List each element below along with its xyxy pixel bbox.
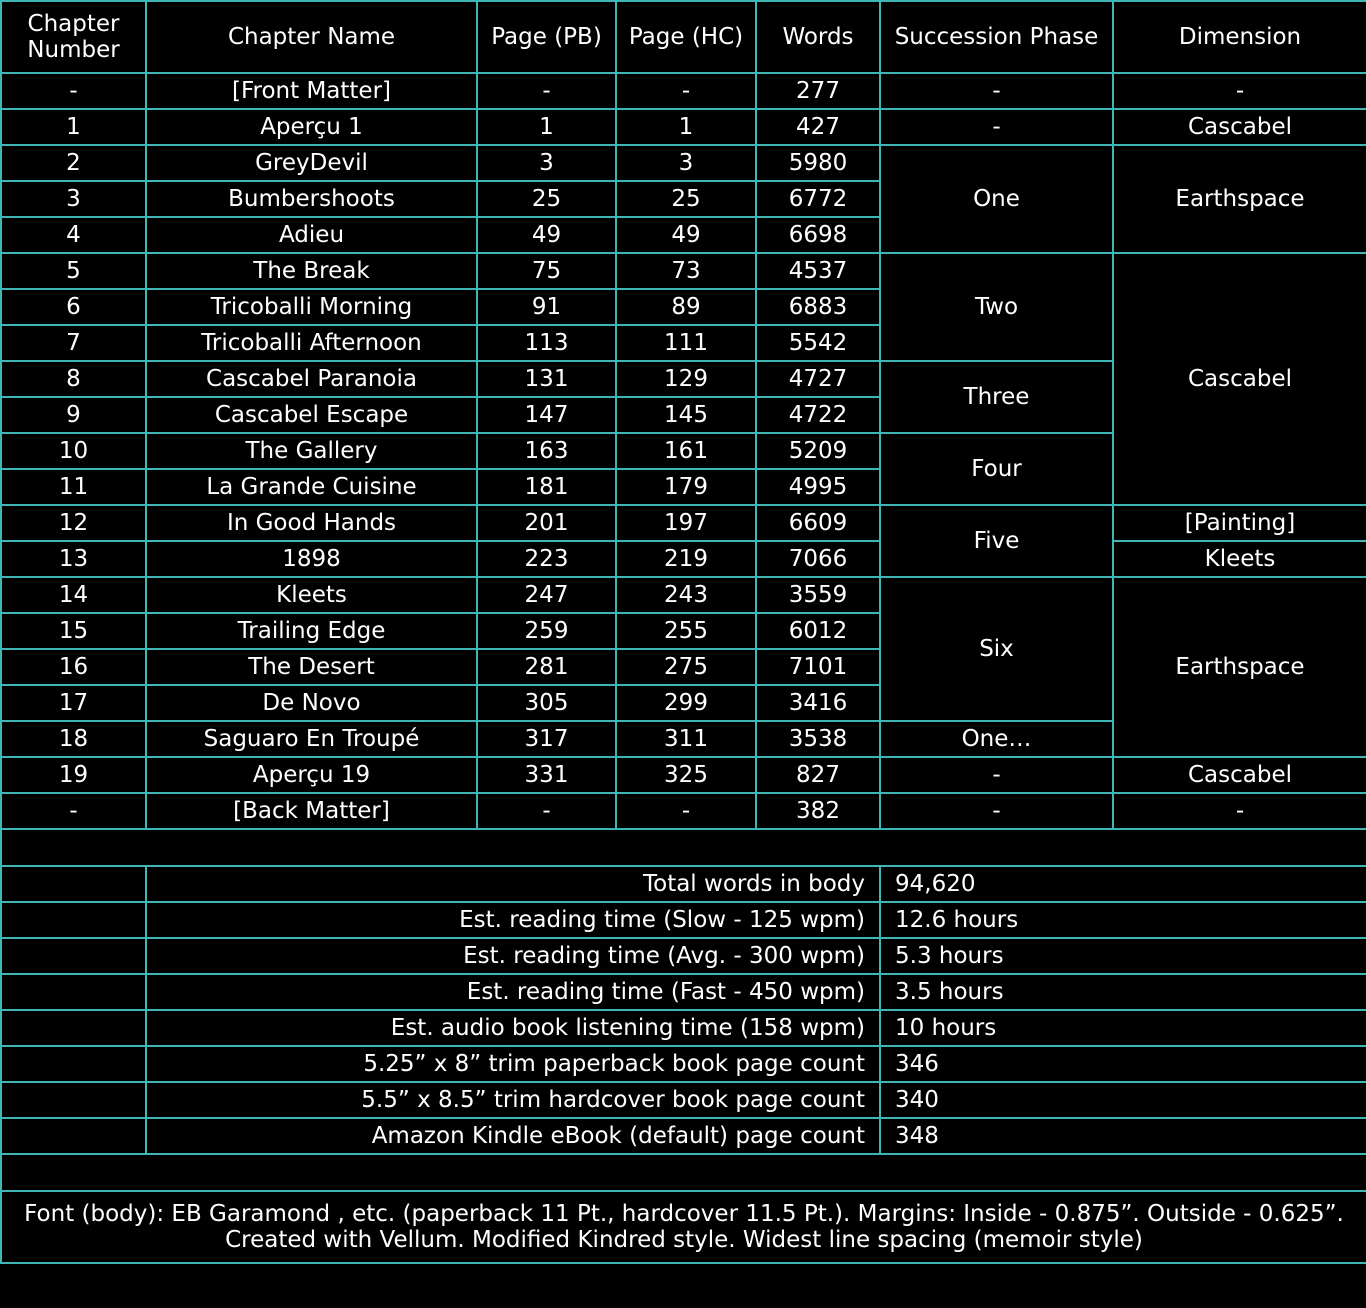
stat-row bbox=[1, 938, 1366, 974]
stat-value: 10 hours bbox=[880, 1010, 1366, 1046]
word-count: 3416 bbox=[756, 685, 880, 721]
word-count: 427 bbox=[756, 109, 880, 145]
word-count: 5980 bbox=[756, 145, 880, 181]
page-pb: 281 bbox=[477, 649, 616, 685]
succession-phase: One… bbox=[880, 721, 1113, 757]
word-count: 7066 bbox=[756, 541, 880, 577]
succession-phase: Five bbox=[880, 505, 1113, 577]
page-hc: 179 bbox=[616, 469, 756, 505]
word-count: 277 bbox=[756, 73, 880, 109]
chapter-number: 18 bbox=[1, 721, 146, 757]
word-count: 6772 bbox=[756, 181, 880, 217]
page-hc: 161 bbox=[616, 433, 756, 469]
chapter-name: Aperçu 1 bbox=[146, 109, 477, 145]
stat-label: Est. reading time (Avg. - 300 wpm) bbox=[146, 938, 880, 974]
page-pb: 223 bbox=[477, 541, 616, 577]
chapter-number: 17 bbox=[1, 685, 146, 721]
chapter-name: 1898 bbox=[146, 541, 477, 577]
chapter-number: 12 bbox=[1, 505, 146, 541]
word-count: 6698 bbox=[756, 217, 880, 253]
chapter-number: 13 bbox=[1, 541, 146, 577]
stat-value: 348 bbox=[880, 1118, 1366, 1154]
footnote: Font (body): EB Garamond , etc. (paperback 11 Pt., hardcover 11.5 Pt.). Margins: Inside - 0.875”. Outside - 0.625”. Created with Vellum. Modified Kindred style. Widest line spacing (memoir style) bbox=[1, 1191, 1366, 1263]
chapter-number: 2 bbox=[1, 145, 146, 181]
table-row bbox=[1, 109, 1366, 145]
header-page-hc: Page (HC) bbox=[616, 1, 756, 73]
succession-phase: One bbox=[880, 145, 1113, 253]
stat-row bbox=[1, 1118, 1366, 1154]
table-row bbox=[1, 757, 1366, 793]
chapter-name: [Front Matter] bbox=[146, 73, 477, 109]
table-row bbox=[1, 505, 1366, 541]
chapter-number: - bbox=[1, 793, 146, 829]
chapter-name: Bumbershoots bbox=[146, 181, 477, 217]
chapter-name: Kleets bbox=[146, 577, 477, 613]
stat-blank bbox=[1, 866, 146, 902]
word-count: 4727 bbox=[756, 361, 880, 397]
succession-phase: - bbox=[880, 793, 1113, 829]
stat-label: Est. audio book listening time (158 wpm) bbox=[146, 1010, 880, 1046]
page-pb: 305 bbox=[477, 685, 616, 721]
word-count: 5542 bbox=[756, 325, 880, 361]
dimension: - bbox=[1113, 73, 1366, 109]
page-pb: 181 bbox=[477, 469, 616, 505]
chapter-name: Adieu bbox=[146, 217, 477, 253]
word-count: 3559 bbox=[756, 577, 880, 613]
stat-blank bbox=[1, 902, 146, 938]
word-count: 5209 bbox=[756, 433, 880, 469]
page-hc: 145 bbox=[616, 397, 756, 433]
chapter-name: De Novo bbox=[146, 685, 477, 721]
stat-blank bbox=[1, 1010, 146, 1046]
page-pb: 147 bbox=[477, 397, 616, 433]
page-pb: 259 bbox=[477, 613, 616, 649]
page-hc: 111 bbox=[616, 325, 756, 361]
page-hc: 89 bbox=[616, 289, 756, 325]
stat-blank bbox=[1, 974, 146, 1010]
chapter-number: 9 bbox=[1, 397, 146, 433]
chapter-number: 5 bbox=[1, 253, 146, 289]
succession-phase: Six bbox=[880, 577, 1113, 721]
page-pb: - bbox=[477, 73, 616, 109]
succession-phase: Four bbox=[880, 433, 1113, 505]
header-succession-phase: Succession Phase bbox=[880, 1, 1113, 73]
dimension: [Painting] bbox=[1113, 505, 1366, 541]
page-pb: 331 bbox=[477, 757, 616, 793]
header-chapter-name: Chapter Name bbox=[146, 1, 477, 73]
spacer-cell bbox=[1, 829, 1366, 866]
word-count: 6012 bbox=[756, 613, 880, 649]
page-pb: 25 bbox=[477, 181, 616, 217]
chapter-number: 6 bbox=[1, 289, 146, 325]
stat-row bbox=[1, 1010, 1366, 1046]
chapter-number: 14 bbox=[1, 577, 146, 613]
table-row bbox=[1, 793, 1366, 829]
stat-value: 12.6 hours bbox=[880, 902, 1366, 938]
page-hc: - bbox=[616, 793, 756, 829]
header-page-pb: Page (PB) bbox=[477, 1, 616, 73]
word-count: 4722 bbox=[756, 397, 880, 433]
table-row bbox=[1, 73, 1366, 109]
spacer-row bbox=[1, 829, 1366, 866]
page-hc: 275 bbox=[616, 649, 756, 685]
word-count: 6883 bbox=[756, 289, 880, 325]
stat-value: 346 bbox=[880, 1046, 1366, 1082]
table-row bbox=[1, 253, 1366, 289]
stat-blank bbox=[1, 1046, 146, 1082]
chapter-name: The Gallery bbox=[146, 433, 477, 469]
word-count: 3538 bbox=[756, 721, 880, 757]
header-words: Words bbox=[756, 1, 880, 73]
chapter-name: GreyDevil bbox=[146, 145, 477, 181]
stat-row bbox=[1, 974, 1366, 1010]
dimension: Cascabel bbox=[1113, 109, 1366, 145]
stat-value: 3.5 hours bbox=[880, 974, 1366, 1010]
page-pb: 131 bbox=[477, 361, 616, 397]
page-pb: 75 bbox=[477, 253, 616, 289]
word-count: 6609 bbox=[756, 505, 880, 541]
chapter-number: 16 bbox=[1, 649, 146, 685]
chapter-name: [Back Matter] bbox=[146, 793, 477, 829]
stat-label: Est. reading time (Fast - 450 wpm) bbox=[146, 974, 880, 1010]
stat-blank bbox=[1, 1082, 146, 1118]
succession-phase: - bbox=[880, 757, 1113, 793]
page-pb: - bbox=[477, 793, 616, 829]
page-hc: 73 bbox=[616, 253, 756, 289]
word-count: 4537 bbox=[756, 253, 880, 289]
word-count: 4995 bbox=[756, 469, 880, 505]
chapter-name: Tricoballi Morning bbox=[146, 289, 477, 325]
chapter-number: 19 bbox=[1, 757, 146, 793]
page-hc: 3 bbox=[616, 145, 756, 181]
chapter-name: Cascabel Paranoia bbox=[146, 361, 477, 397]
page-hc: - bbox=[616, 73, 756, 109]
page-hc: 255 bbox=[616, 613, 756, 649]
chapter-name: Aperçu 19 bbox=[146, 757, 477, 793]
chapter-name: Tricoballi Afternoon bbox=[146, 325, 477, 361]
chapter-name: Trailing Edge bbox=[146, 613, 477, 649]
stat-row bbox=[1, 1046, 1366, 1082]
succession-phase: - bbox=[880, 73, 1113, 109]
footnote-row bbox=[1, 1191, 1366, 1263]
header-dimension: Dimension bbox=[1113, 1, 1366, 73]
stat-row bbox=[1, 866, 1366, 902]
chapter-number: 15 bbox=[1, 613, 146, 649]
dimension: Kleets bbox=[1113, 541, 1366, 577]
header-chapter-number: Chapter Number bbox=[1, 1, 146, 73]
chapter-name: Saguaro En Troupé bbox=[146, 721, 477, 757]
chapter-name: The Desert bbox=[146, 649, 477, 685]
stat-label: Est. reading time (Slow - 125 wpm) bbox=[146, 902, 880, 938]
page-hc: 219 bbox=[616, 541, 756, 577]
page-hc: 49 bbox=[616, 217, 756, 253]
word-count: 382 bbox=[756, 793, 880, 829]
stat-row bbox=[1, 902, 1366, 938]
page-hc: 129 bbox=[616, 361, 756, 397]
stat-blank bbox=[1, 938, 146, 974]
stat-blank bbox=[1, 1118, 146, 1154]
chapter-name: Cascabel Escape bbox=[146, 397, 477, 433]
page-pb: 201 bbox=[477, 505, 616, 541]
chapter-number: 7 bbox=[1, 325, 146, 361]
page-pb: 1 bbox=[477, 109, 616, 145]
word-count: 7101 bbox=[756, 649, 880, 685]
table-row bbox=[1, 541, 1366, 577]
chapter-number: 4 bbox=[1, 217, 146, 253]
stat-value: 94,620 bbox=[880, 866, 1366, 902]
dimension: Earthspace bbox=[1113, 145, 1366, 253]
dimension: Earthspace bbox=[1113, 577, 1366, 757]
spacer-row bbox=[1, 1154, 1366, 1191]
page-pb: 91 bbox=[477, 289, 616, 325]
succession-phase: - bbox=[880, 109, 1113, 145]
chapter-number: 11 bbox=[1, 469, 146, 505]
page-hc: 325 bbox=[616, 757, 756, 793]
header-row bbox=[1, 1, 1366, 73]
page-pb: 317 bbox=[477, 721, 616, 757]
table-row bbox=[1, 145, 1366, 181]
page-hc: 311 bbox=[616, 721, 756, 757]
chapter-name: The Break bbox=[146, 253, 477, 289]
dimension: Cascabel bbox=[1113, 757, 1366, 793]
succession-phase: Three bbox=[880, 361, 1113, 433]
spacer-cell bbox=[1, 1154, 1366, 1191]
page-hc: 299 bbox=[616, 685, 756, 721]
table-row bbox=[1, 577, 1366, 613]
page-hc: 197 bbox=[616, 505, 756, 541]
dimension: - bbox=[1113, 793, 1366, 829]
stat-value: 340 bbox=[880, 1082, 1366, 1118]
page-pb: 163 bbox=[477, 433, 616, 469]
page-pb: 113 bbox=[477, 325, 616, 361]
stat-label: 5.25” x 8” trim paperback book page count bbox=[146, 1046, 880, 1082]
stat-label: 5.5” x 8.5” trim hardcover book page count bbox=[146, 1082, 880, 1118]
stat-label: Total words in body bbox=[146, 866, 880, 902]
page-pb: 247 bbox=[477, 577, 616, 613]
chapter-number: 3 bbox=[1, 181, 146, 217]
chapter-name: La Grande Cuisine bbox=[146, 469, 477, 505]
chapter-number: 10 bbox=[1, 433, 146, 469]
stat-label: Amazon Kindle eBook (default) page count bbox=[146, 1118, 880, 1154]
stat-row bbox=[1, 1082, 1366, 1118]
chapter-number: - bbox=[1, 73, 146, 109]
page-hc: 1 bbox=[616, 109, 756, 145]
succession-phase: Two bbox=[880, 253, 1113, 361]
chapter-name: In Good Hands bbox=[146, 505, 477, 541]
word-count: 827 bbox=[756, 757, 880, 793]
page-hc: 25 bbox=[616, 181, 756, 217]
page-pb: 3 bbox=[477, 145, 616, 181]
dimension: Cascabel bbox=[1113, 253, 1366, 505]
page-hc: 243 bbox=[616, 577, 756, 613]
page-pb: 49 bbox=[477, 217, 616, 253]
chapter-number: 8 bbox=[1, 361, 146, 397]
stat-value: 5.3 hours bbox=[880, 938, 1366, 974]
chapter-number: 1 bbox=[1, 109, 146, 145]
